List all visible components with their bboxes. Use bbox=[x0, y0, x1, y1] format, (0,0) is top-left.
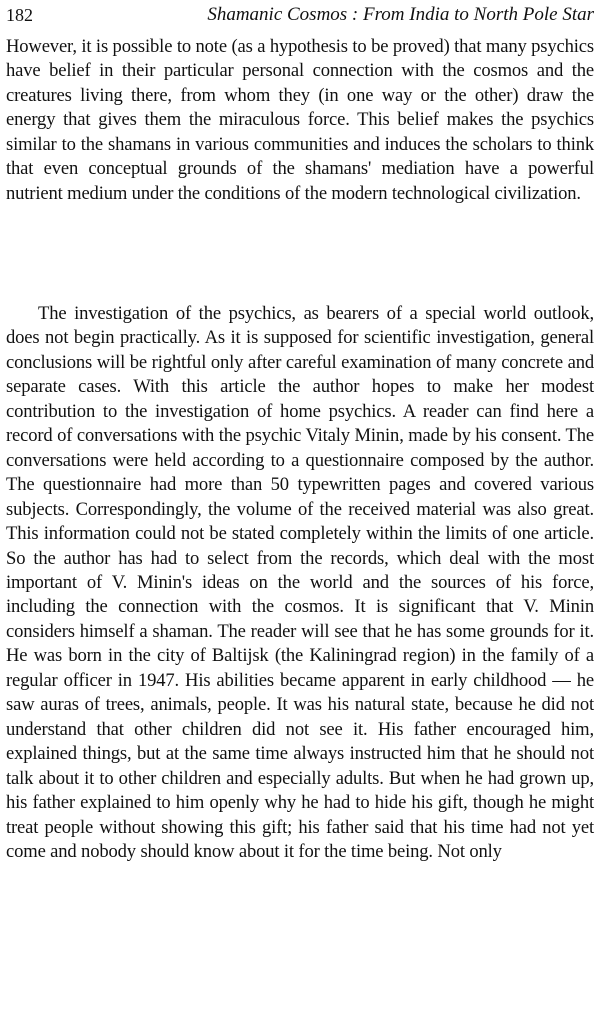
running-title: Shamanic Cosmos : From India to North Pole Star bbox=[207, 4, 594, 25]
page-header bbox=[6, 3, 594, 29]
paragraph-1: However, it is possible to note (as a hypothesis to be proved) that many psychics have belief in their particular personal connection with the cosmos and the creatures living there, from whom they (in one way or the other) draw the energy that gives them the miraculous force. This belief makes the psychics similar to the shamans in various communities and induces the scholars to think that even conceptual grounds of the shamans' mediation have a powerful nutrient medium under the conditions of the modern technological civilization. bbox=[6, 36, 594, 204]
paragraph-2: The investigation of the psychics, as bearers of a special world outlook, does not begin practically. As it is supposed for scientific investigation, general conclusions will be rightful only after careful examination of many concrete and separate cases. With this article the author hopes to make her modest contribution to the investigation of home psychics. A reader can find here a record of conversations with the psychic Vitaly Minin, made by his consent. The conversations were held according to a questionnaire composed by the author. The questionnaire had more than 50 typewritten pages and covered various subjects. Correspondingly, the volume of the received material was also great. This information could not be stated completely within the limits of one article. So the author has had to select from the records, which deal with the most important of V. Minin's ideas on the world and the sources of his force, including the connection with the cosmos. It is significant that V. Minin considers himself a shaman. The reader will see that he has some grounds for it. He was born in the city of Baltijsk (the Kaliningrad region) in the family of a regular officer in 1947. His abilities became apparent in early childhood — he saw auras of trees, animals, people. It was his natural state, because he did not understand that other children did not see it. His father encouraged him, explained things, but at the same time always instructed him that he should not talk about it to other children and especially adults. But when he had grown up, his father explained to him openly why he had to hide his gift, though he might treat people without showing this gift; his father said that his time had not yet come and nobody should know about it for the time being. Not only bbox=[6, 303, 594, 862]
page-number: 182 bbox=[6, 5, 33, 25]
